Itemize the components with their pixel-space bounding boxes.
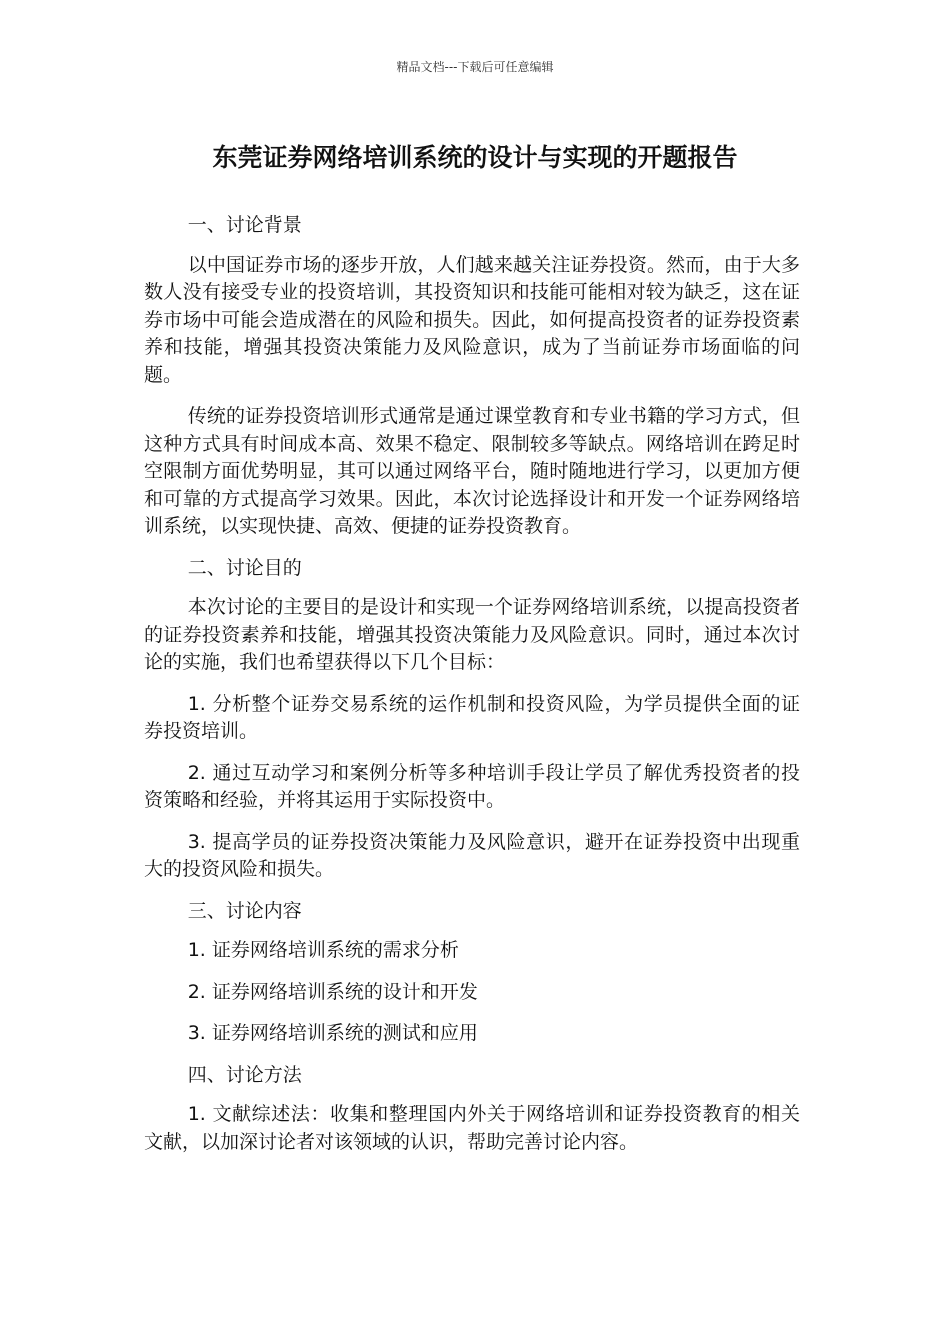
list-item-method-1: 1. 文献综述法：收集和整理国内外关于网络培训和证券投资教育的相关文献，以加深讨论者对该领域的认识，帮助完善讨论内容。 bbox=[144, 1103, 800, 1153]
section-heading-content: 三、讨论内容 bbox=[187, 899, 302, 922]
list-item-content-3: 3. 证券网络培训系统的测试和应用 bbox=[187, 1022, 478, 1044]
section-heading-method: 四、讨论方法 bbox=[187, 1063, 302, 1086]
list-item-content-1: 1. 证券网络培训系统的需求分析 bbox=[187, 939, 459, 961]
paragraph-background-1: 以中国证券市场的逐步开放，人们越来越关注证券投资。然而，由于大多数人没有接受专业的投资培训，其投资知识和技能可能相对较为缺乏，这在证券市场中可能会造成潜在的风险和损失。因此，如何提高投资者的证券投资素养和技能，增强其投资决策能力及风险意识，成为了当前证券市场面临的问题。 bbox=[144, 253, 800, 386]
list-item-goal-3: 3. 提高学员的证券投资决策能力及风险意识，避开在证券投资中出现重大的投资风险和损失。 bbox=[144, 830, 800, 880]
list-item-goal-2: 2. 通过互动学习和案例分析等多种培训手段让学员了解优秀投资者的投资策略和经验，并将其运用于实际投资中。 bbox=[144, 761, 800, 811]
header-note: 精品文档---下载后可任意编辑 bbox=[396, 60, 554, 74]
document-title: 东莞证券网络培训系统的设计与实现的开题报告 bbox=[212, 143, 738, 172]
paragraph-purpose: 本次讨论的主要目的是设计和实现一个证券网络培训系统，以提高投资者的证券投资素养和技能，增强其投资决策能力及风险意识。同时，通过本次讨论的实施，我们也希望获得以下几个目标： bbox=[144, 596, 800, 673]
section-heading-background: 一、讨论背景 bbox=[187, 214, 302, 236]
document-body bbox=[144, 212, 800, 1170]
list-item-goal-1: 1. 分析整个证券交易系统的运作机制和投资风险，为学员提供全面的证券投资培训。 bbox=[144, 692, 800, 742]
paragraph-background-2: 传统的证券投资培训形式通常是通过课堂教育和专业书籍的学习方式，但这种方式具有时间成本高、效果不稳定、限制较多等缺点。网络培训在跨足时空限制方面优势明显，其可以通过网络平台，随时随地进行学习，以更加方便和可靠的方式提高学习效果。因此，本次讨论选择设计和开发一个证券网络培训系统，以实现快捷、高效、便捷的证券投资教育。 bbox=[144, 405, 800, 537]
section-heading-purpose: 二、讨论目的 bbox=[187, 556, 302, 579]
list-item-content-2: 2. 证券网络培训系统的设计和开发 bbox=[187, 980, 478, 1003]
